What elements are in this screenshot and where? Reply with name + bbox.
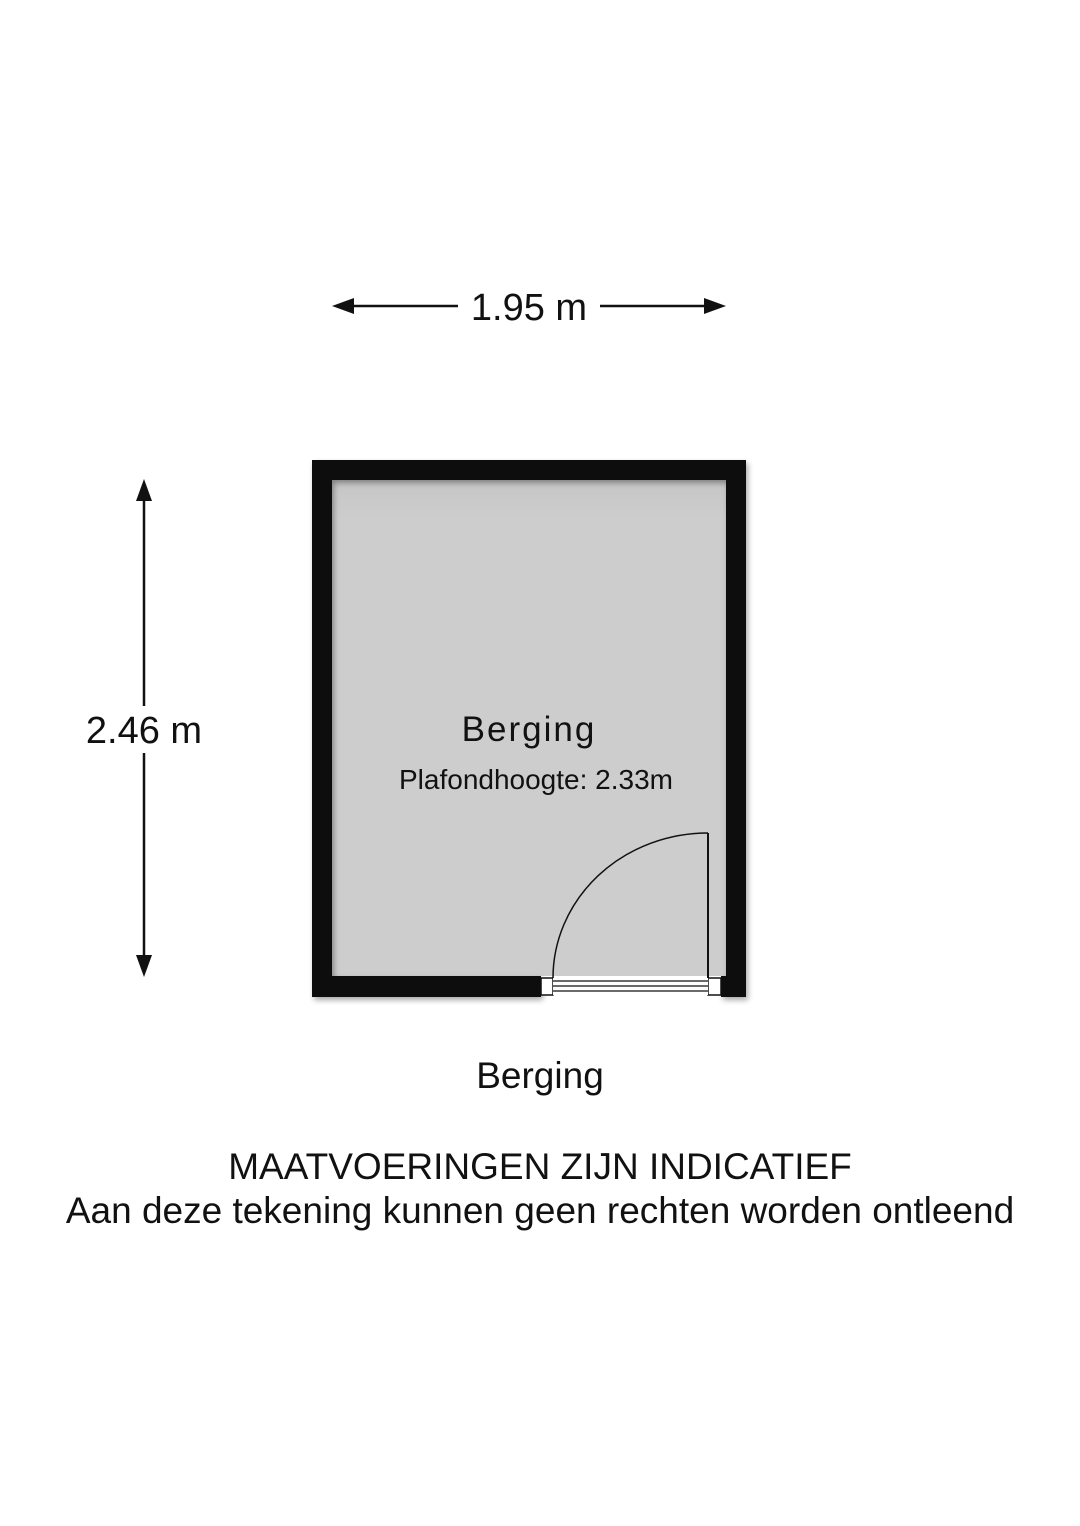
wall-left (312, 460, 332, 997)
door-jamb-left (541, 978, 553, 995)
room (312, 460, 746, 997)
depth-arrowhead-bottom (136, 955, 152, 977)
room-name: Berging (461, 710, 597, 749)
floor-caption: Berging (476, 1055, 604, 1096)
wall-bottom-left (312, 976, 541, 997)
disclaimer-title: MAATVOERINGEN ZIJN INDICATIEF (228, 1146, 852, 1187)
door-jamb-right (708, 978, 721, 995)
room-ceiling-height: Plafondhoogte: 2.33m (399, 764, 673, 795)
width-arrowhead-right (704, 298, 726, 314)
wall-top (312, 460, 746, 480)
width-label: 1.95 m (470, 287, 588, 329)
wall-right (726, 460, 746, 997)
wall-bottom-right (721, 976, 746, 997)
depth-label: 2.46 m (85, 710, 203, 752)
width-dimension (332, 287, 726, 329)
depth-dimension (86, 479, 202, 977)
width-arrowhead-left (332, 298, 354, 314)
disclaimer-text: Aan deze tekening kunnen geen rechten worden ontleend (65, 1190, 1015, 1231)
